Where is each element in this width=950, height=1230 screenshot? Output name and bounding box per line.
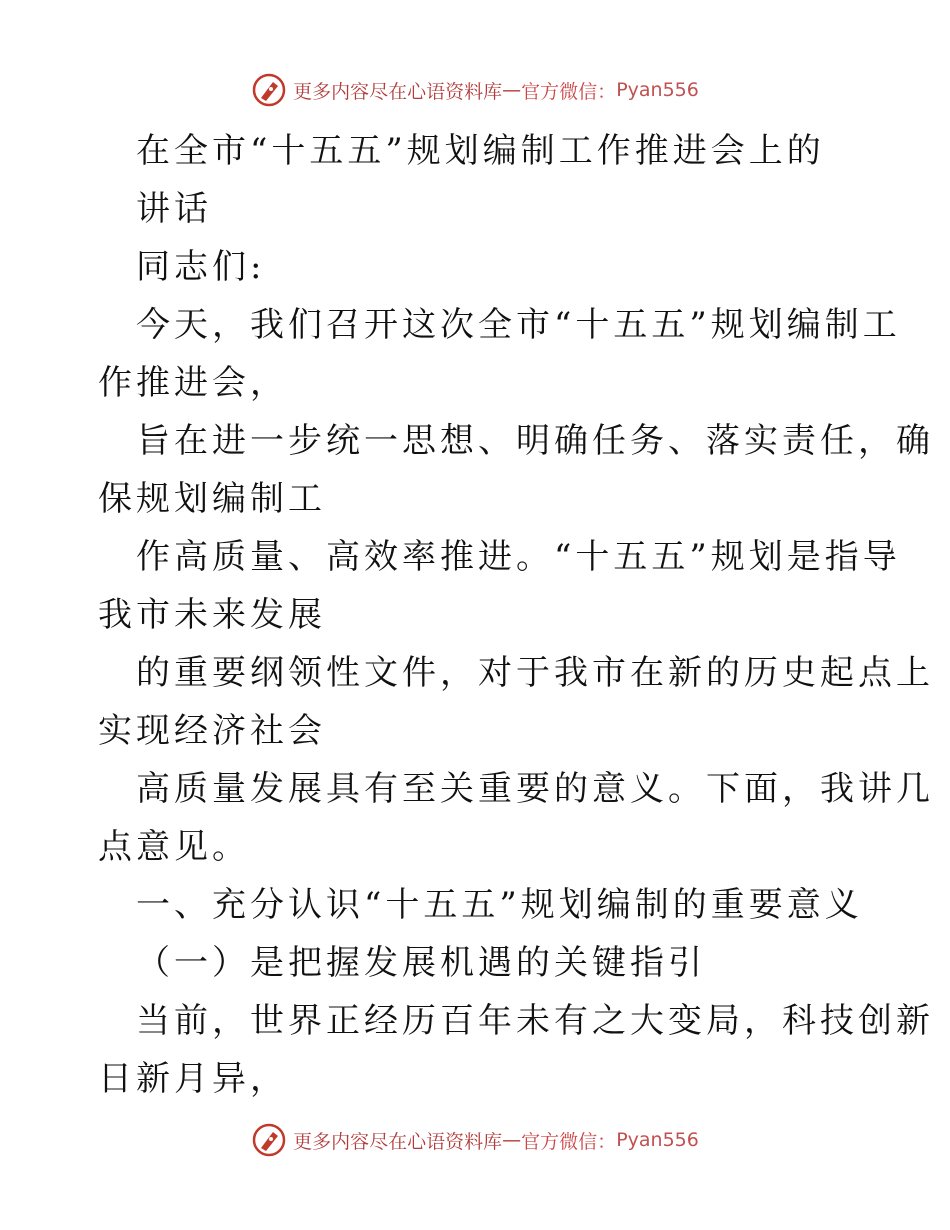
doc-title-line-1: 在全市“十五五”规划编制工作推进会上的 bbox=[136, 131, 825, 171]
doc-text-line: 今天，我们召开这次全市“十五五”规划编制工 bbox=[136, 305, 901, 345]
doc-text-line: 实现经济社会 bbox=[98, 711, 326, 751]
banner-separator: — bbox=[502, 1129, 522, 1151]
document-body bbox=[98, 122, 934, 1108]
doc-text-line: 的重要纲领性文件，对于我市在新的历史起点上 bbox=[136, 653, 934, 693]
doc-section-heading: 一、充分认识“十五五”规划编制的重要意义 bbox=[136, 885, 863, 925]
pen-nib-logo-icon bbox=[251, 72, 287, 108]
banner-separator: — bbox=[502, 79, 522, 101]
pen-nib-logo-icon bbox=[251, 1122, 287, 1158]
doc-salutation: 同志们: bbox=[136, 247, 266, 287]
banner-wechat-label: 官方微信： bbox=[521, 80, 617, 103]
banner-text: 更多内容尽在心语资料库 bbox=[293, 80, 503, 103]
header-banner bbox=[0, 70, 950, 110]
doc-text-line: 点意见。 bbox=[98, 827, 250, 867]
doc-text-line: 日新月异， bbox=[98, 1059, 288, 1099]
banner-wechat-id: Pyan556 bbox=[616, 1129, 699, 1151]
footer-banner bbox=[0, 1120, 950, 1160]
doc-text-line: 当前，世界正经历百年未有之大变局，科技创新 bbox=[136, 1001, 934, 1041]
doc-text-line: 高质量发展具有至关重要的意义。下面，我讲几 bbox=[136, 769, 934, 809]
doc-text-line: 保规划编制工 bbox=[98, 479, 326, 519]
doc-text-line: 旨在进一步统一思想、明确任务、落实责任，确 bbox=[136, 421, 934, 461]
banner-text: 更多内容尽在心语资料库 bbox=[293, 1130, 503, 1153]
doc-text-line: 作高质量、高效率推进。“十五五”规划是指导 bbox=[136, 537, 901, 577]
banner-wechat-label: 官方微信： bbox=[521, 1130, 617, 1153]
banner-wechat-id: Pyan556 bbox=[616, 79, 699, 101]
doc-text-line: 作推进会， bbox=[98, 363, 288, 403]
doc-subsection-heading: （一）是把握发展机遇的关键指引 bbox=[136, 943, 706, 983]
doc-text-line: 我市未来发展 bbox=[98, 595, 326, 635]
doc-title-line-2: 讲话 bbox=[136, 189, 212, 229]
